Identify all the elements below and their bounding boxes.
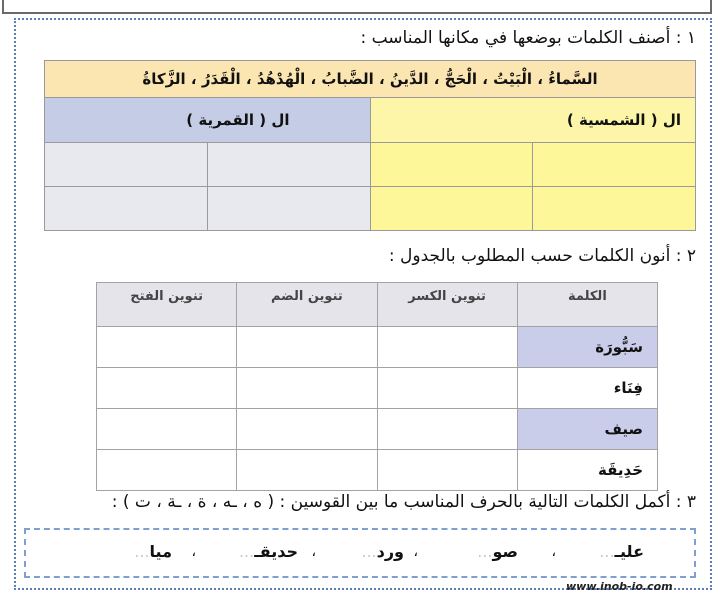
answer-cell[interactable] — [377, 409, 517, 450]
fill-blank: ... — [238, 542, 255, 561]
question-3: ٣ : أكمل الكلمات التالية بالحرف المناسب ما بين القوسين : ( ه ، ـه ، ة ، ـة ، ت ) : — [111, 492, 696, 512]
fill-word-text: ميا — [149, 542, 172, 561]
answer-cell[interactable] — [97, 409, 237, 450]
shamsiya-header: ال ( الشمسية ) — [370, 98, 696, 143]
answer-cell[interactable] — [237, 409, 377, 450]
fill-word-text: عليـ — [614, 542, 644, 561]
word-cell: حَدِيقَة — [517, 450, 657, 491]
answer-cell[interactable] — [377, 368, 517, 409]
fill-word-text: حديقـ — [254, 542, 298, 561]
word-cell: فِنَاء — [517, 368, 657, 409]
answer-cell[interactable] — [97, 327, 237, 368]
fill-word[interactable] — [361, 542, 404, 561]
fill-word-text: صو — [492, 542, 518, 561]
separator: ، — [311, 544, 316, 560]
qamariya-header: ال ( القمرية ) — [45, 98, 371, 143]
tanween-table — [96, 282, 658, 491]
question-2: ٢ : أنون الكلمات حسب المطلوب بالجدول : — [388, 246, 696, 266]
table-row — [97, 327, 658, 368]
qamariya-cell[interactable] — [207, 187, 370, 231]
word-cell: سَبُّورَة — [517, 327, 657, 368]
answer-cell[interactable] — [237, 327, 377, 368]
header-kasr: تنوين الكسر — [377, 283, 517, 327]
header-damm: تنوين الضم — [237, 283, 377, 327]
site-watermark: www.inob-io.com — [566, 580, 673, 593]
top-border-box — [2, 0, 712, 14]
header-word: الكلمة — [517, 283, 657, 327]
fill-word[interactable] — [134, 542, 172, 561]
word-bank: السَّماءُ ، الْبَيْتُ ، الْحَجُّ ، الدَّينُ ، الضَّبابُ ، الْهُدْهُدُ ، الْقَدَرُ ، الزَّكاةُ — [45, 61, 696, 98]
separator: ، — [551, 544, 556, 560]
fill-in-box — [24, 528, 696, 578]
fill-blank: ... — [599, 542, 615, 561]
table-row — [97, 368, 658, 409]
shamsiya-cell[interactable] — [533, 187, 696, 231]
answer-cell[interactable] — [237, 368, 377, 409]
fill-blank: ... — [361, 542, 377, 561]
classification-table — [44, 60, 696, 231]
answer-cell[interactable] — [377, 327, 517, 368]
fill-word[interactable] — [599, 542, 644, 561]
fill-word[interactable] — [239, 542, 298, 561]
qamariya-cell[interactable] — [45, 187, 208, 231]
header-fath: تنوين الفتح — [97, 283, 237, 327]
separator: ، — [413, 544, 418, 560]
word-cell: صيف — [517, 409, 657, 450]
answer-cell[interactable] — [237, 450, 377, 491]
shamsiya-cell[interactable] — [533, 143, 696, 187]
table-row — [97, 409, 658, 450]
qamariya-cell[interactable] — [207, 143, 370, 187]
shamsiya-cell[interactable] — [370, 187, 533, 231]
shamsiya-cell[interactable] — [370, 143, 533, 187]
separator: ، — [191, 544, 196, 560]
question-1: ١ : أصنف الكلمات بوضعها في مكانها المناسب : — [360, 28, 696, 48]
fill-blank: ... — [134, 542, 150, 561]
qamariya-cell[interactable] — [45, 143, 208, 187]
fill-blank: ... — [477, 542, 493, 561]
answer-cell[interactable] — [377, 450, 517, 491]
fill-word[interactable] — [477, 542, 518, 561]
fill-word-text: ورد — [376, 542, 404, 561]
answer-cell[interactable] — [97, 450, 237, 491]
table-row — [97, 450, 658, 491]
answer-cell[interactable] — [97, 368, 237, 409]
